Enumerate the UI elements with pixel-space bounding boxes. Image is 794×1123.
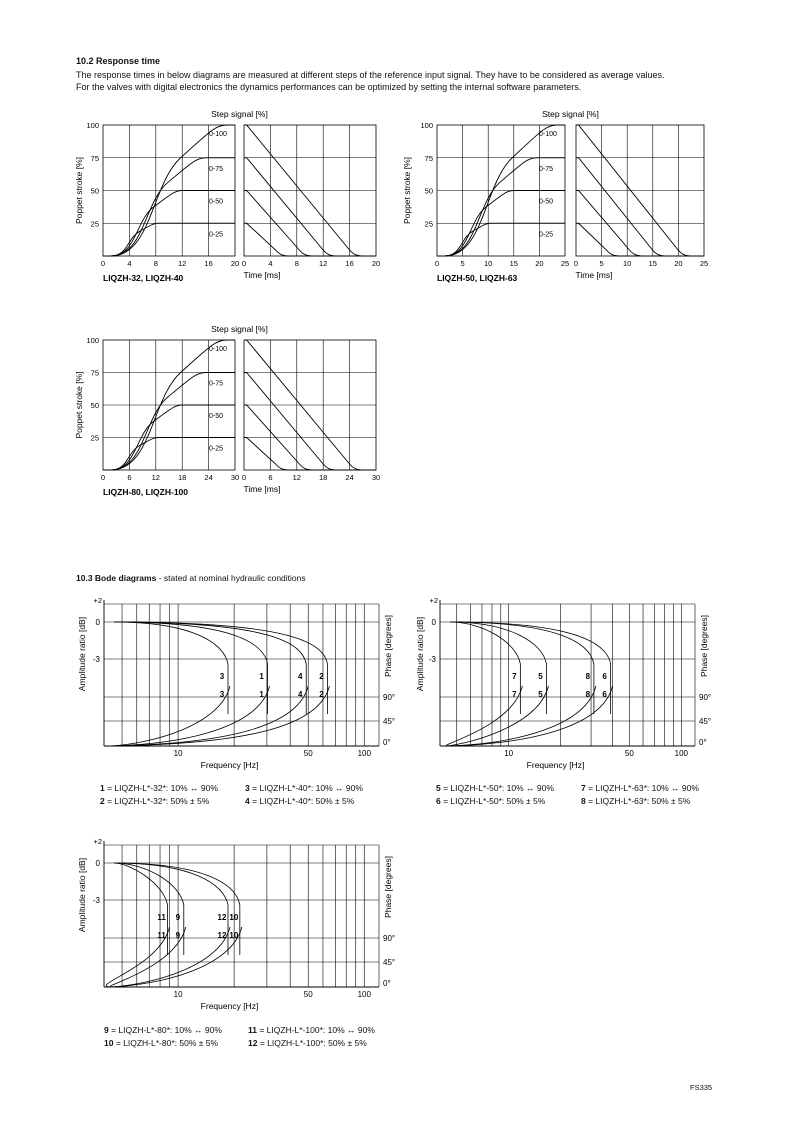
step-label: 0-50 [209,413,224,420]
x-tick-label: 16 [345,259,354,268]
phase-tick-label: 90° [383,934,396,943]
curve-label: 6 [602,672,607,681]
phase-axis-label: Phase [degrees] [699,615,709,677]
x-tick-label: 12 [319,259,328,268]
curve-label: 9 [175,913,181,922]
x-axis-label: Time [ms] [243,484,281,494]
curve-label: 3 [219,690,225,699]
x-tick-label: 20 [230,259,240,268]
x-tick-label: 30 [371,473,381,482]
legend-entry: 2 = LIQZH-L*-32*: 50% ± 5% [100,796,210,806]
section-response-title: 10.2 Response time [76,56,161,66]
x-tick-label: 50 [303,749,313,758]
x-tick-label: 25 [560,259,570,268]
phase-tick-label: 0° [383,979,391,988]
legend-entry: 9 = LIQZH-L*-80*: 10% ↔ 90% [104,1025,222,1035]
curve-label: 5 [538,690,543,699]
phase-tick-label: 0° [699,738,707,747]
phase-tick-label: 0° [383,738,391,747]
x-tick-label: 24 [345,473,354,482]
rise-curve [103,223,235,256]
phase-curve [110,927,186,987]
fall-curve [576,158,704,256]
step-label: 0-100 [209,131,227,138]
x-tick-label: 50 [624,749,634,758]
x-tick-label: 20 [535,259,544,268]
y-tick-label: 50 [424,186,433,196]
y-tick-label: 75 [90,153,99,163]
step-label: 0-25 [539,231,554,239]
curve-label: 12 [217,913,227,922]
step-signal-label: Step signal [%] [211,109,268,119]
curve-label: 10 [229,931,239,940]
chart-caption: LIQZH-32, LIQZH-40 [103,273,184,283]
chart-caption: LIQZH-80, LIQZH-100 [103,487,189,497]
x-tick-label: 0 [573,259,579,268]
response-chart-32-40 [70,105,390,285]
curve-label: 8 [585,672,591,681]
amplitude-curve [114,863,240,955]
bode-chart-32-40 [72,596,402,771]
phase-curve [446,686,596,746]
section-bode-title: 10.3 Bode diagrams [76,573,157,583]
db-tick-label: -3 [92,655,100,664]
chart-caption: LIQZH-50, LIQZH-63 [437,273,518,283]
x-tick-label: 10 [484,259,493,268]
db-tick-label: 0 [431,618,436,627]
phase-curve [110,686,308,746]
phase-axis-label: Phase [degrees] [383,615,393,677]
step-label: 0-75 [539,165,554,173]
x-tick-label: 10 [623,259,632,268]
x-tick-label: 30 [230,473,240,482]
legend-entry: 8 = LIQZH-L*-63*: 50% ± 5% [581,796,691,806]
y-tick-label: 50 [90,401,99,410]
legend-entry: 3 = LIQZH-L*-40*: 10% ↔ 90% [245,783,363,793]
x-tick-label: 18 [319,473,328,482]
fall-curve [244,158,376,256]
x-tick-label: 8 [153,259,158,268]
bode-chart-50-63 [410,596,740,771]
x-tick-label: 5 [460,259,465,268]
rise-curve [437,223,565,256]
db-tick-label: -3 [92,896,100,905]
x-tick-label: 8 [294,259,299,268]
y-axis-label: Poppet stroke [%] [74,156,84,225]
curve-label: 11 [157,913,166,922]
x-tick-label: 12 [178,259,187,268]
y-axis-label: Amplitude ratio [dB] [77,857,87,933]
legend-entry: 11 = LIQZH-L*-100*: 10% ↔ 90% [248,1025,375,1035]
section-bode-title-line [76,573,306,583]
db-tick-label: +2 [429,596,438,605]
amplitude-curve [450,622,520,714]
x-axis-label: Frequency [Hz] [526,760,585,770]
legend-entry: 12 = LIQZH-L*-100*: 50% ± 5% [248,1038,367,1048]
curve-label: 7 [512,690,517,699]
x-tick-label: 15 [509,259,518,268]
x-tick-label: 4 [268,259,273,268]
x-tick-label: 6 [268,473,273,482]
db-tick-label: +2 [93,596,102,605]
phase-tick-label: 90° [383,693,396,702]
y-tick-label: 50 [90,186,99,196]
phase-axis-label: Phase [degrees] [383,856,393,918]
x-tick-label: 10 [173,990,183,999]
step-label: 0-100 [539,131,557,138]
fall-curve [576,223,704,256]
legend-entry: 1 = LIQZH-L*-32*: 10% ↔ 90% [100,783,218,793]
x-tick-label: 0 [434,259,440,268]
x-tick-label: 100 [357,749,371,758]
db-tick-label: 0 [95,859,100,868]
bode-legend-3 [104,1025,404,1048]
x-tick-label: 20 [674,259,683,268]
step-label: 0-75 [209,165,224,173]
phase-curve [110,686,230,746]
y-tick-label: 75 [90,368,99,378]
x-axis-label: Time [ms] [243,270,281,280]
bode-legend-2 [436,783,736,806]
y-tick-label: 75 [424,153,433,163]
y-tick-label: 25 [90,219,99,229]
phase-tick-label: 45° [383,717,396,726]
x-tick-label: 0 [100,259,106,268]
x-tick-label: 15 [648,259,657,268]
x-tick-label: 10 [173,749,183,758]
x-tick-label: 50 [303,990,313,999]
step-signal-label: Step signal [%] [542,109,599,119]
x-tick-label: 0 [100,473,106,482]
step-label: 0-100 [209,346,227,353]
step-label: 0-50 [209,198,224,206]
x-tick-label: 0 [241,473,247,482]
db-tick-label: -3 [428,655,436,664]
x-tick-label: 100 [674,749,689,758]
curve-label: 5 [538,672,543,681]
legend-entry: 5 = LIQZH-L*-50*: 10% ↔ 90% [436,783,554,793]
fall-curve [244,223,376,256]
curve-label: 10 [229,913,239,922]
curve-label: 2 [319,690,324,699]
x-tick-label: 0 [241,259,247,268]
y-tick-label: 25 [90,433,99,443]
section-response-text-1: The response times in below diagrams are measured at different steps of the reference input signal. They have to be considered as average values. [76,70,665,80]
amplitude-curve [450,622,594,714]
curve-label: 6 [602,690,607,699]
x-tick-label: 25 [699,259,709,268]
bode-chart-80-100 [72,837,402,1012]
db-tick-label: +2 [93,837,102,846]
phase-tick-label: 45° [699,717,712,726]
x-axis-label: Frequency [Hz] [200,760,259,770]
y-axis-label: Amplitude ratio [dB] [415,616,425,692]
legend-entry: 4 = LIQZH-L*-40*: 50% ± 5% [245,796,355,806]
x-tick-label: 5 [599,259,604,268]
x-axis-label: Time [ms] [575,270,613,280]
curve-label: 9 [175,931,181,940]
section-bode-subtitle: - stated at nominal hydraulic conditions [156,573,306,583]
curve-label: 4 [297,672,303,681]
y-tick-label: 100 [86,121,99,130]
fall-curve [244,438,376,471]
x-axis-label: Frequency [Hz] [200,1001,259,1011]
curve-label: 7 [512,672,517,681]
curve-label: 11 [157,931,166,940]
x-tick-label: 12 [292,473,301,482]
phase-tick-label: 45° [383,958,396,967]
curve-label: 1 [259,672,264,681]
legend-entry: 10 = LIQZH-L*-80*: 50% ± 5% [104,1038,219,1048]
step-label: 0-75 [209,380,224,388]
y-axis-label: Amplitude ratio [dB] [77,616,87,692]
phase-tick-label: 90° [699,693,712,702]
curve-label: 8 [585,690,591,699]
x-tick-label: 18 [178,473,187,482]
x-tick-label: 12 [151,473,160,482]
response-chart-50-63 [398,105,718,285]
legend-entry: 7 = LIQZH-L*-63*: 10% ↔ 90% [581,783,699,793]
curve-label: 4 [297,690,303,699]
x-tick-label: 16 [204,259,213,268]
x-tick-label: 20 [371,259,381,268]
x-tick-label: 10 [504,749,514,758]
step-signal-label: Step signal [%] [211,324,268,334]
y-axis-label: Poppet stroke [%] [402,156,412,225]
y-tick-label: 25 [424,219,433,229]
step-label: 0-50 [539,198,554,206]
amplitude-curve [114,622,228,714]
curve-label: 2 [319,672,324,681]
section-response-text-2: For the valves with digital electronics the dynamics performances can be optimized by setting the internal software parameters. [76,82,582,92]
x-tick-label: 100 [357,990,371,999]
y-axis-label: Poppet stroke [%] [74,371,84,439]
y-tick-label: 100 [86,336,99,345]
x-tick-label: 4 [127,259,132,268]
curve-label: 3 [219,672,225,681]
amplitude-curve [114,863,184,955]
amplitude-curve [450,622,611,714]
amplitude-curve [114,622,306,714]
legend-entry: 6 = LIQZH-L*-50*: 50% ± 5% [436,796,546,806]
x-tick-label: 6 [127,473,132,482]
step-label: 0-25 [209,231,224,239]
fall-curve [244,373,376,471]
curve-label: 12 [217,931,227,940]
x-tick-label: 24 [204,473,213,482]
footer-code: FS335 [690,1083,713,1092]
db-tick-label: 0 [95,618,100,627]
amplitude-curve [114,622,327,714]
bode-legend-1 [100,783,400,806]
step-label: 0-25 [209,445,224,453]
y-tick-label: 100 [420,121,433,130]
curve-label: 1 [259,690,264,699]
response-chart-80-100 [70,320,390,505]
phase-curve [110,686,270,746]
rise-curve [103,438,235,471]
